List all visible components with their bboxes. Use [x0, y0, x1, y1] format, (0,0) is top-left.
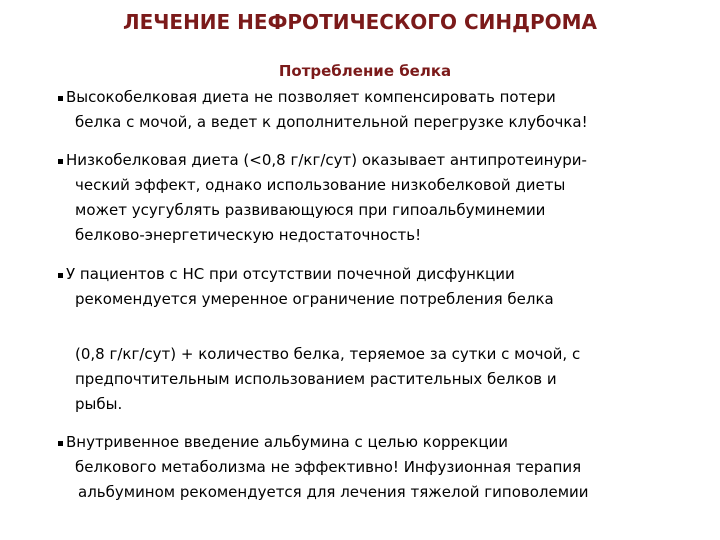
bullet-line: белково-энергетическую недостаточность!: [75, 226, 422, 244]
bullet-ns-patients: [58, 262, 580, 417]
bullet-albumin-infusion: [58, 430, 589, 505]
bullet-line: может усугублять развивающуюся при гипоальбуминемии: [75, 201, 546, 219]
bullet-marker: [58, 273, 63, 278]
bullet-line: Высокобелковая диета не позволяет компенсировать потери: [66, 88, 556, 106]
bullet-line: Низкобелковая диета (<0,8 г/кг/сут) оказывает антипротеинури-: [66, 151, 587, 169]
slide-title: ЛЕЧЕНИЕ НЕФРОТИЧЕСКОГО СИНДРОМА: [122, 10, 598, 34]
slide-subtitle: Потребление белка: [278, 62, 452, 80]
bullet-line: ческий эффект, однако использование низкобелковой диеты: [75, 176, 566, 194]
bullet-marker: [58, 159, 63, 164]
bullet-line: альбумином рекомендуется для лечения тяжелой гиповолемии: [78, 483, 589, 501]
bullet-line: белка с мочой, а ведет к дополнительной перегрузке клубочка!: [75, 113, 588, 131]
bullet-line: У пациентов с НС при отсутствии почечной дисфункции: [66, 265, 515, 283]
bullet-line: рекомендуется умеренное ограничение потребления белка: [75, 290, 554, 308]
bullet-line: (0,8 г/кг/сут) + количество белка, теряемое за сутки с мочой, с: [75, 345, 581, 363]
bullet-marker: [58, 96, 63, 101]
bullet-high-protein-diet: [58, 85, 588, 135]
bullet-line: Внутривенное введение альбумина с целью коррекции: [66, 433, 509, 451]
bullet-marker: [58, 441, 63, 446]
bullet-line: белкового метаболизма не эффективно! Инфузионная терапия: [75, 458, 582, 476]
bullet-low-protein-diet: [58, 148, 587, 248]
bullet-line: предпочтительным использованием растительных белков и: [75, 370, 557, 388]
bullet-line: рыбы.: [75, 395, 123, 413]
